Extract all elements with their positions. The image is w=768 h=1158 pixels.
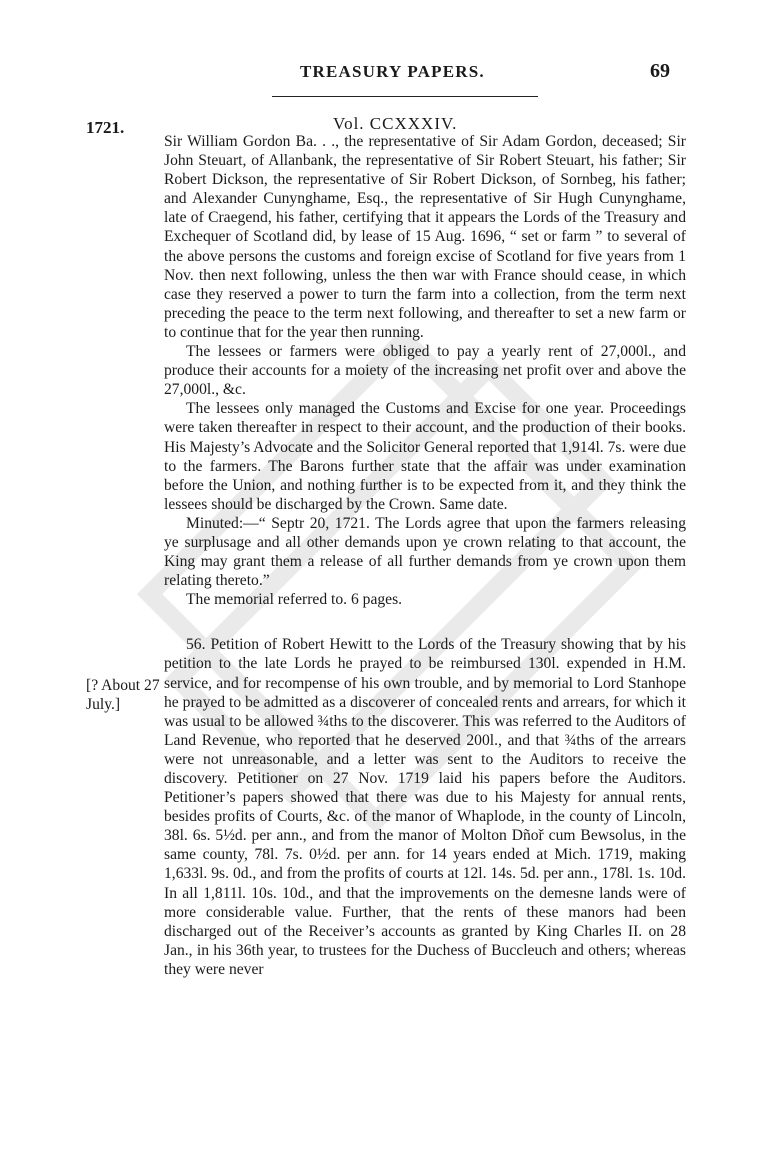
volume-heading: Vol. CCXXXIV. xyxy=(333,114,458,133)
paragraph-rent: The lessees or farmers were obliged to pay a yearly rent of 27,000l., and produce their accounts for a moiety of the increasing net profit over and above the 27,000l., &c. xyxy=(164,343,686,399)
year-margin-label: 1721. xyxy=(86,118,125,137)
paragraph-lease-certification: Sir William Gordon Ba. . ., the representative of Sir Adam Gordon, deceased; Sir John Steuart, of Allanbank, the representative of Sir Robert Steuart, his father; Sir Robert Dickson, the representative of Sir Robert Dickson, of Sornbeg, his father; and Alexander Cunynghame, Esq., the representative of Sir Hugh Cunynghame, late of Craegend, his father, certifying that it appears the Lords of the Treasury and Exchequer of Scotland did, by lease of 15 Aug. 1696, “ set or farm ” to several of the above persons the customs and foreign excise of Scotland for five years from 1 Nov. then next following, unless the then war with France should cease, in which case they reserved a power to turn the farm into a collection, from the term next preceding the peace to the term next following, and thereafter to set a new farm or to continue that for the year then running. xyxy=(164,133,686,341)
paragraph-petition-56: 56. Petition of Robert Hewitt to the Lords of the Treasury showing that by his petition to the late Lords he prayed to be reimbursed 130l. expended in H.M. service, and for recompense of his own trouble, and by memorial to Lord Stanhope he prayed to be admitted as a discoverer of concealed rents and arrears, for which it was usual to be allowed ¾ths to the discoverer. This was referred to the Auditors of Land Revenue, who reported that he deserved 200l., and that ¾ths of the arrears were not unreasonable, and a letter was sent to the Auditors to receive the discovery. Petitioner on 27 Nov. 1719 laid his papers before the Auditors. Petitioner’s papers showed that there was due to his Majesty for annual rents, besides profits of Courts, &c. of the manor of Whaplode, in the county of Lincoln, 38l. 6s. 5½d. per ann., and from the manor of Molton Dñoř cum Bewsolus, in the same county, 78l. 7s. 0½d. per ann. for 14 years ended at Mich. 1719, making 1,633l. 9s. 0d., and from the profits of courts at 12l. 14s. 5d. per ann., 178l. 1s. 10d. In all 1,811l. 10s. 10d., and that the improvements on the demesne lands were of more considerable value. Further, that the rents of these manors had been discharged out of the Receiver’s accounts as granted by King Charles II. on 28 Jan., in his 36th year, to trustees for the Duchess of Buccleuch and others; whereas they were never xyxy=(164,636,686,978)
paragraph-memorial: The memorial referred to. 6 pages. xyxy=(186,591,403,609)
document-body xyxy=(164,132,686,979)
margin-date-note: [? About 27 July.] xyxy=(86,677,160,714)
paragraph-proceedings: The lessees only managed the Customs and Excise for one year. Proceedings were taken thereafter in respect to their account, and the production of their books. His Majesty’s Advocate and the Solicitor General reported that 1,914l. 7s. were due to the farmers. The Barons further state that the affair was under examination before the Union, and nothing further is to be expected from it, and they think the lessees should be discharged by the Crown. Same date. xyxy=(164,400,686,513)
header-rule xyxy=(272,96,538,97)
running-title: TREASURY PAPERS. xyxy=(300,62,485,81)
page-number: 69 xyxy=(650,60,670,82)
section-gap xyxy=(164,609,686,635)
paragraph-minuted: Minuted:—“ Septr 20, 1721. The Lords agree that upon the farmers releasing ye surplusage and all other demands upon ye crown relating to that account, the King may grant them a release of all further demands from ye crown upon them relating thereto.” xyxy=(164,514,686,590)
page-header xyxy=(0,52,768,92)
